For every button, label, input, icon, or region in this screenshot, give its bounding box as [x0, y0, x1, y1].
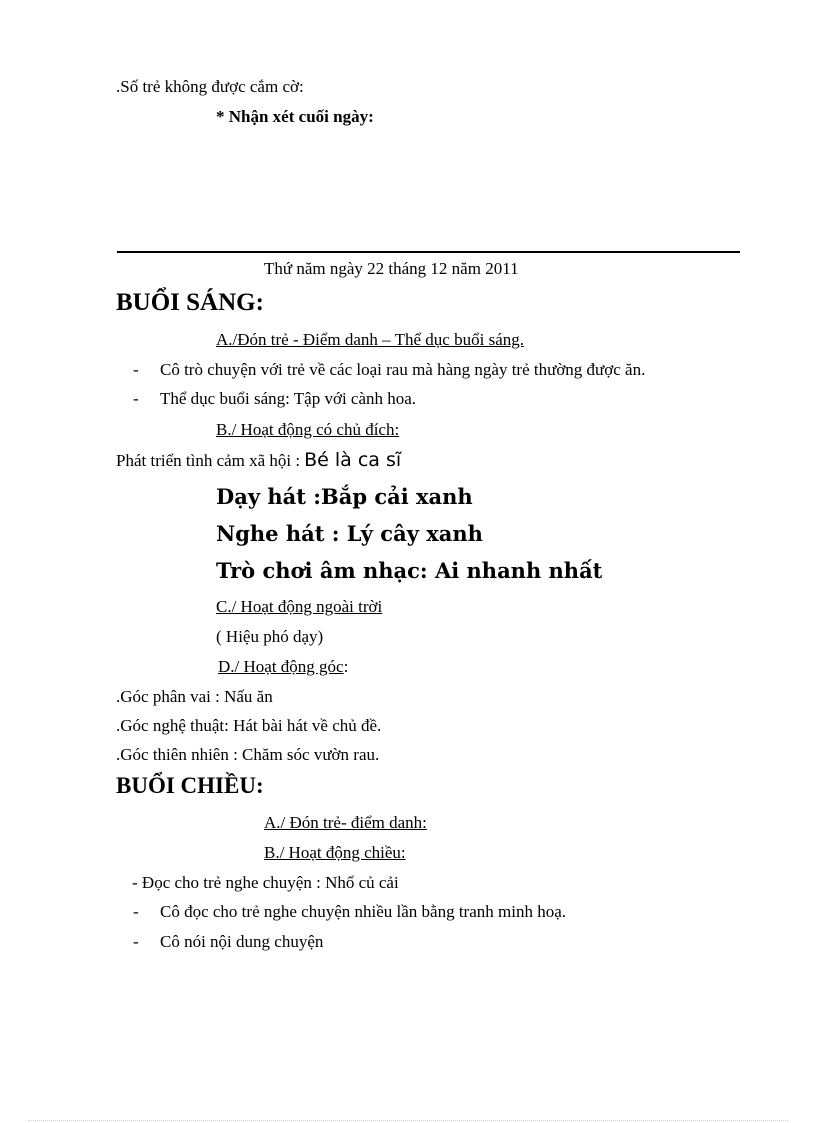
- end-of-day-remark-heading: * Nhận xét cuối ngày:: [216, 107, 374, 126]
- date-line: Thứ năm ngày 22 tháng 12 năm 2011: [264, 259, 519, 278]
- page-bottom-border: [28, 1120, 788, 1121]
- bullet-dash: -: [133, 902, 139, 921]
- not-flagged-count-line: .Số trẻ không được cắm cờ:: [116, 77, 304, 96]
- afternoon-section-a-title: A./ Đón trẻ- điểm danh:: [264, 813, 427, 832]
- corner-item: .Góc phân vai : Nấu ăn: [116, 687, 273, 706]
- bullet-dash: -: [133, 389, 139, 408]
- section-d-colon: :: [343, 657, 349, 676]
- bullet-dash: -: [133, 932, 139, 951]
- development-prefix: Phát triển tình cảm xã hội :: [116, 451, 301, 470]
- afternoon-item: Cô đọc cho trẻ nghe chuyện nhiều lần bằng tranh minh hoạ.: [160, 902, 566, 921]
- corner-item: .Góc nghệ thuật: Hát bài hát về chủ đề.: [116, 716, 382, 735]
- development-title: Bé là ca sĩ: [304, 449, 402, 471]
- morning-section-a-title: A./Đón trẻ - Điểm danh – Thể dục buổi sáng.: [216, 330, 524, 349]
- listen-song-line: Nghe hát : Lý cây xanh: [216, 521, 483, 546]
- afternoon-item: Cô nói nội dung chuyện: [160, 932, 324, 951]
- section-divider: [117, 251, 740, 253]
- morning-a-item: Cô trò chuyện với trẻ về các loại rau mà hàng ngày trẻ thường được ăn.: [160, 360, 646, 379]
- afternoon-section-b-title: B./ Hoạt động chiều:: [264, 843, 406, 862]
- morning-section-d-title: D./ Hoạt động góc: [218, 657, 344, 676]
- morning-a-item: Thể dục buổi sáng: Tập với cành hoa.: [160, 389, 417, 408]
- morning-section-b-title: B./ Hoạt động có chủ đích:: [216, 420, 400, 439]
- music-game-line: Trò chơi âm nhạc: Ai nhanh nhất: [216, 558, 603, 583]
- bullet-dash: -: [133, 360, 139, 379]
- morning-section-d-line: [218, 657, 348, 677]
- afternoon-heading: BUỔI CHIỀU:: [116, 773, 264, 798]
- development-line: [116, 449, 401, 471]
- section-c-note: ( Hiệu phó dạy): [216, 627, 324, 646]
- corner-item: .Góc thiên nhiên : Chăm sóc vườn rau.: [116, 745, 380, 764]
- morning-heading: BUỔI SÁNG:: [116, 289, 264, 316]
- story-line: - Đọc cho trẻ nghe chuyện : Nhổ củ cải: [132, 873, 399, 892]
- teach-song-line: Dạy hát :Bắp cải xanh: [216, 484, 473, 509]
- morning-section-c-title: C./ Hoạt động ngoài trời: [216, 597, 383, 616]
